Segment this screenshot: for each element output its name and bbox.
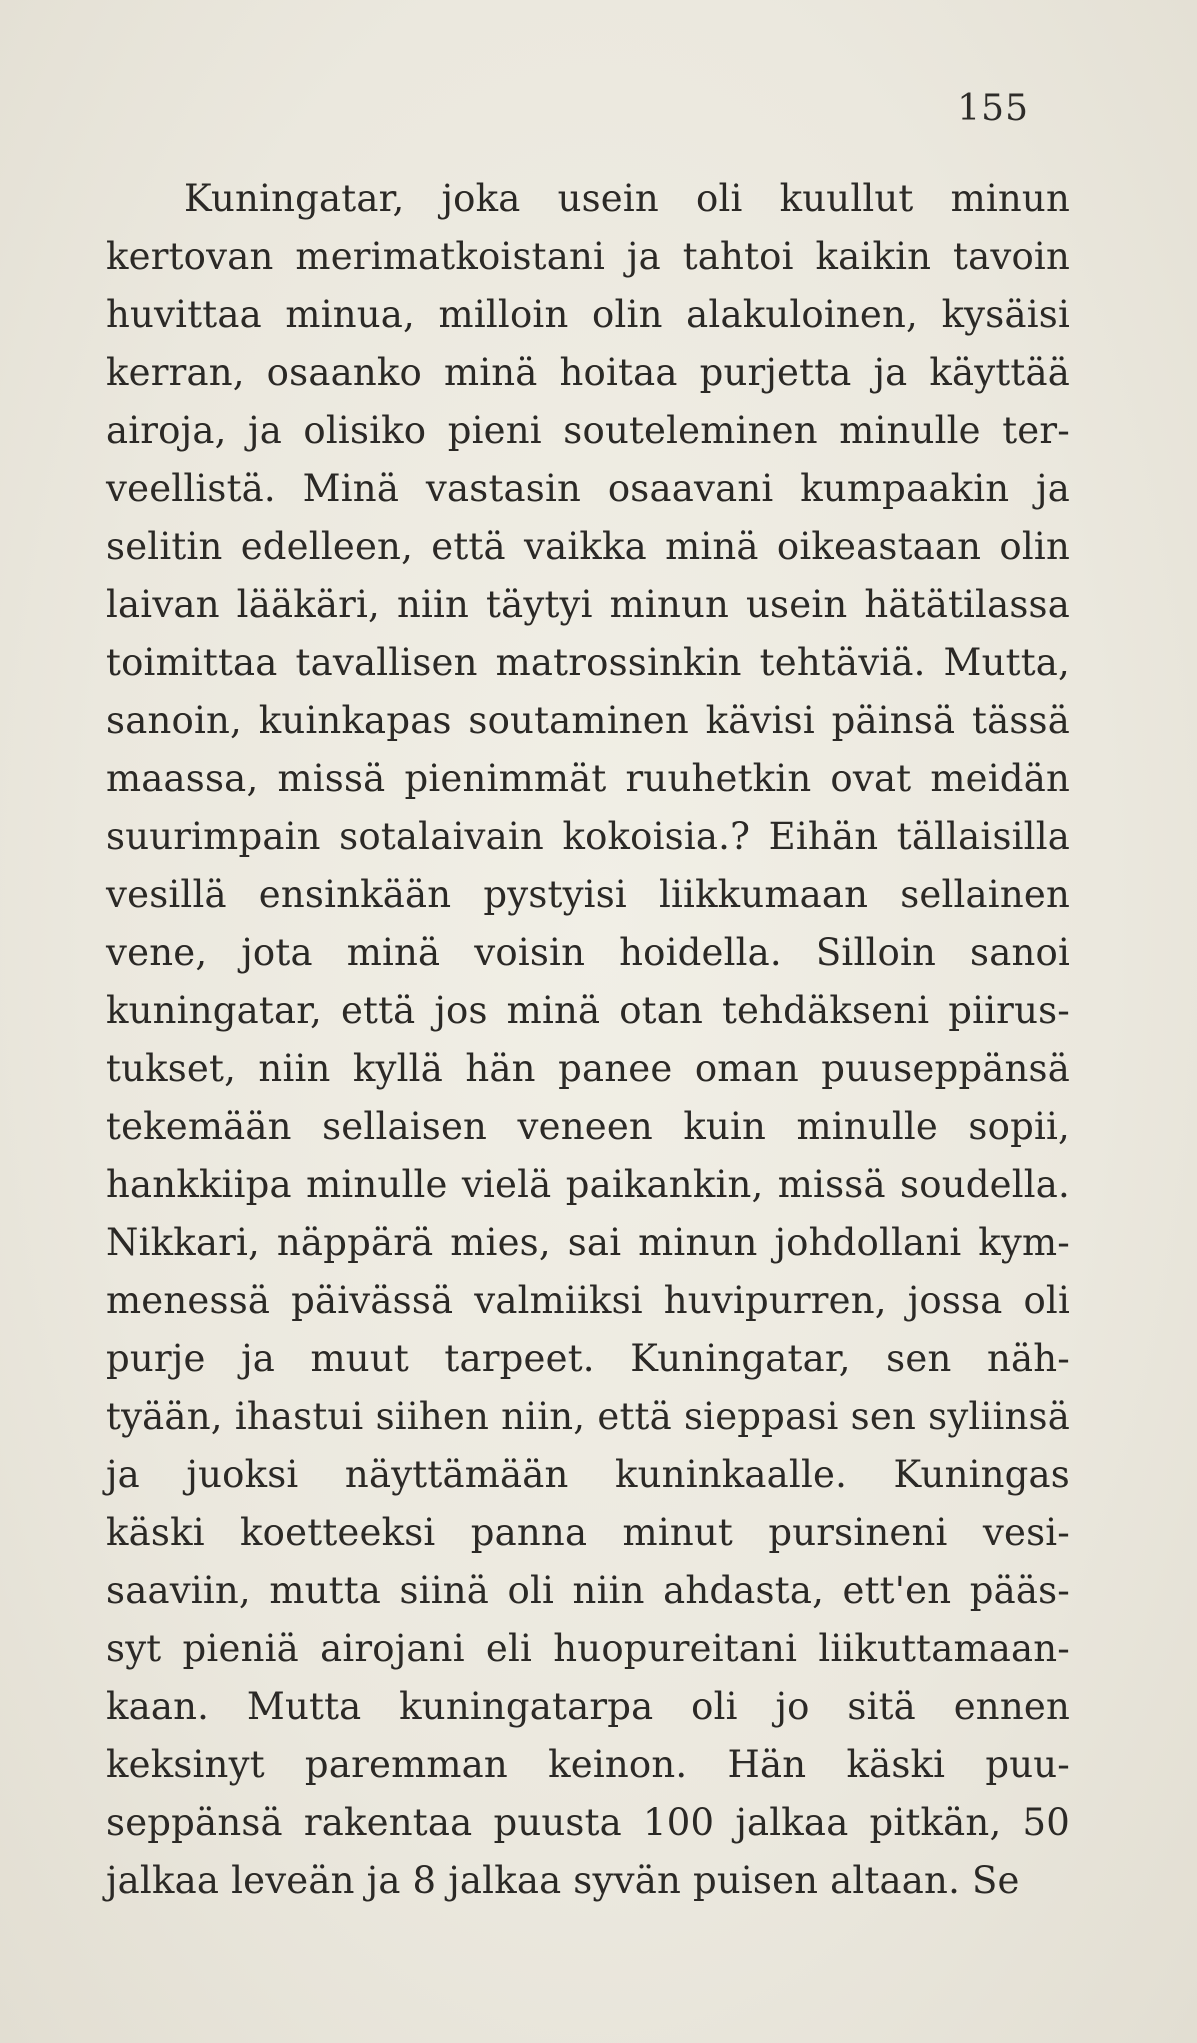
text-line: laivan lääkäri, niin täytyi minun usein hätätilassa xyxy=(106,583,1070,626)
text-line: purje ja muut tarpeet. Kuningatar, sen näh- xyxy=(106,1337,1070,1380)
text-line: Nikkari, näppärä mies, sai minun johdollani kym- xyxy=(106,1221,1070,1264)
body-paragraph xyxy=(106,170,1070,1910)
text-line: selitin edelleen, että vaikka minä oikeastaan olin xyxy=(106,525,1070,568)
text-line: kertovan merimatkoistani ja tahtoi kaikin tavoin xyxy=(106,235,1070,278)
text-line: jalkaa leveän ja 8 jalkaa syvän puisen altaan. Se xyxy=(106,1859,1020,1902)
text-line: tekemään sellaisen veneen kuin minulle sopii, xyxy=(106,1105,1070,1148)
text-line: airoja, ja olisiko pieni souteleminen minulle ter- xyxy=(106,409,1070,452)
text-line: veellistä. Minä vastasin osaavani kumpaakin ja xyxy=(106,467,1070,510)
text-line: kuningatar, että jos minä otan tehdäkseni piirus- xyxy=(106,989,1070,1032)
text-line: Kuningatar, joka usein oli kuullut minun xyxy=(184,177,1070,220)
text-line: saaviin, mutta siinä oli niin ahdasta, ett'en pääs- xyxy=(106,1569,1070,1612)
text-line: toimittaa tavallisen matrossinkin tehtäviä. Mutta, xyxy=(106,641,1070,684)
text-line: ja juoksi näyttämään kuninkaalle. Kuningas xyxy=(106,1453,1070,1496)
text-line: huvittaa minua, milloin olin alakuloinen, kysäisi xyxy=(106,293,1070,336)
text-line: syt pieniä airojani eli huopureitani liikuttamaan- xyxy=(106,1627,1070,1670)
text-line: maassa, missä pienimmät ruuhetkin ovat meidän xyxy=(106,757,1070,800)
text-line: hankkiipa minulle vielä paikankin, missä soudella. xyxy=(106,1163,1070,1206)
text-line: seppänsä rakentaa puusta 100 jalkaa pitkän, 50 xyxy=(106,1801,1070,1844)
page-number: 155 xyxy=(957,88,1029,129)
text-line: menessä päivässä valmiiksi huvipurren, jossa oli xyxy=(106,1279,1070,1322)
text-line: kaan. Mutta kuningatarpa oli jo sitä ennen xyxy=(106,1685,1070,1728)
text-line: sanoin, kuinkapas soutaminen kävisi päinsä tässä xyxy=(106,699,1070,742)
text-line: vene, jota minä voisin hoidella. Silloin sanoi xyxy=(106,931,1070,974)
text-line: käski koetteeksi panna minut pursineni vesi- xyxy=(106,1511,1070,1554)
text-line: tyään, ihastui siihen niin, että sieppasi sen syliinsä xyxy=(106,1395,1070,1438)
text-line: keksinyt paremman keinon. Hän käski puu- xyxy=(106,1743,1070,1786)
text-line: tukset, niin kyllä hän panee oman puuseppänsä xyxy=(106,1047,1070,1090)
text-line: kerran, osaanko minä hoitaa purjetta ja käyttää xyxy=(106,351,1070,394)
text-line: suurimpain sotalaivain kokoisia.? Eihän tällaisilla xyxy=(106,815,1070,858)
text-line: vesillä ensinkään pystyisi liikkumaan sellainen xyxy=(106,873,1070,916)
